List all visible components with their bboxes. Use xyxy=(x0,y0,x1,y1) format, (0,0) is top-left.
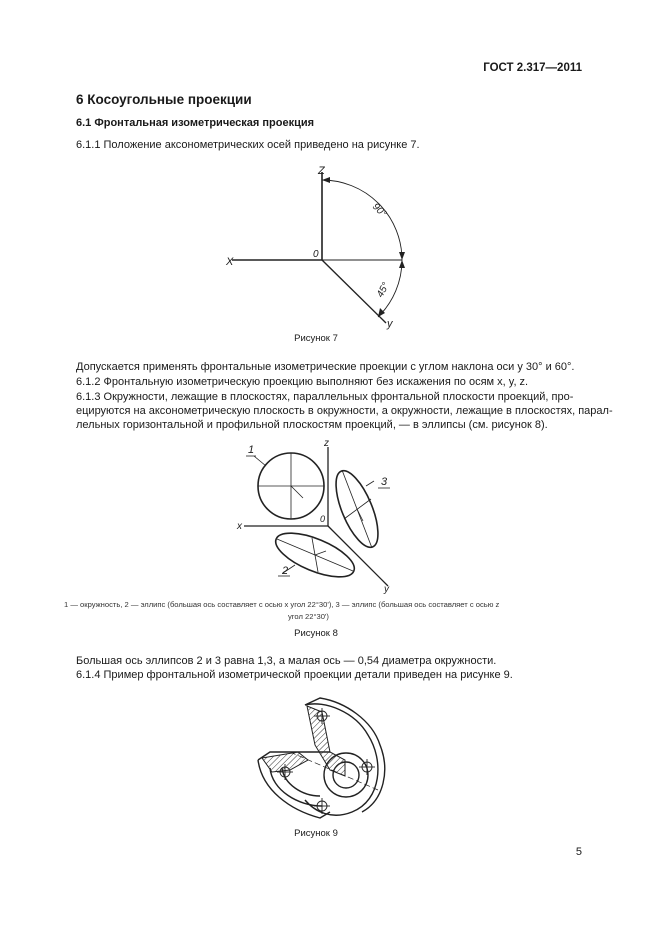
fig9-bottom-edge xyxy=(258,760,330,818)
subsection-title: 6.1 Фронтальная изометрическая проекция xyxy=(76,117,315,129)
text2-line-1: Большая ось эллипсов 2 и 3 равна 1,3, а малая ось — 0,54 диаметра окружности. xyxy=(76,655,497,667)
text-line-1: Допускается применять фронтальные изометрические проекции с углом наклона оси y 30° и 60°. xyxy=(76,361,575,373)
fig7-label-y: y xyxy=(387,318,393,330)
fig8-label-3: 3 xyxy=(381,476,388,488)
fig8-label-origin: 0 xyxy=(320,514,326,524)
text-line-3: 6.1.3 Окружности, лежащие в плоскостях, параллельных фронтальной плоскости проекций, про- xyxy=(76,391,574,403)
fig7-label-origin: 0 xyxy=(313,249,319,260)
text-line-2: 6.1.2 Фронтальную изометрическую проекцию выполняют без искажения по осям x, y, z. xyxy=(76,376,529,388)
fig7-label-z: Z xyxy=(318,165,325,177)
page-number: 5 xyxy=(575,846,582,858)
figure-7-caption: Рисунок 7 xyxy=(294,333,338,344)
text2-line-2: 6.1.4 Пример фронтальной изометрической проекции детали приведен на рисунке 9. xyxy=(76,669,513,681)
figure-8-note-line-2: угол 22°30') xyxy=(288,612,329,621)
fig8-label-y: y xyxy=(384,584,389,595)
text-line-4: ецируются на аксонометрическую плоскость в окружности, а окружности, лежащие в плоскостях, парал- xyxy=(76,405,613,417)
figure-8-note-line-1: 1 — окружность, 2 — эллипс (большая ось составляет с осью x угол 22°30'), 3 — эллипс (большая ось составляет с осью z xyxy=(64,600,500,609)
fig8-label-z: z xyxy=(324,438,329,449)
figure-9-caption: Рисунок 9 xyxy=(294,828,338,839)
fig8-label-2: 2 xyxy=(282,565,289,577)
fig9-left-arc xyxy=(270,768,322,806)
fig8-label-x: x xyxy=(237,521,242,532)
text-line-5: лельных горизонтальной и профильной плоскостям проекций, — в эллипсы (см. рисунок 8). xyxy=(76,419,548,431)
fig7-label-x: X xyxy=(226,256,234,268)
paragraph-6-1-1: 6.1.1 Положение аксонометрических осей приведено на рисунке 7. xyxy=(76,139,420,151)
fig8-label-1: 1 xyxy=(248,444,255,456)
document-id: ГОСТ 2.317—2011 xyxy=(483,62,582,74)
fig7-label-90: 90° xyxy=(369,201,389,220)
fig7-label-45: 45° xyxy=(374,280,392,300)
section-title: 6 Косоугольные проекции xyxy=(76,92,252,107)
figure-8-caption: Рисунок 8 xyxy=(294,628,338,639)
